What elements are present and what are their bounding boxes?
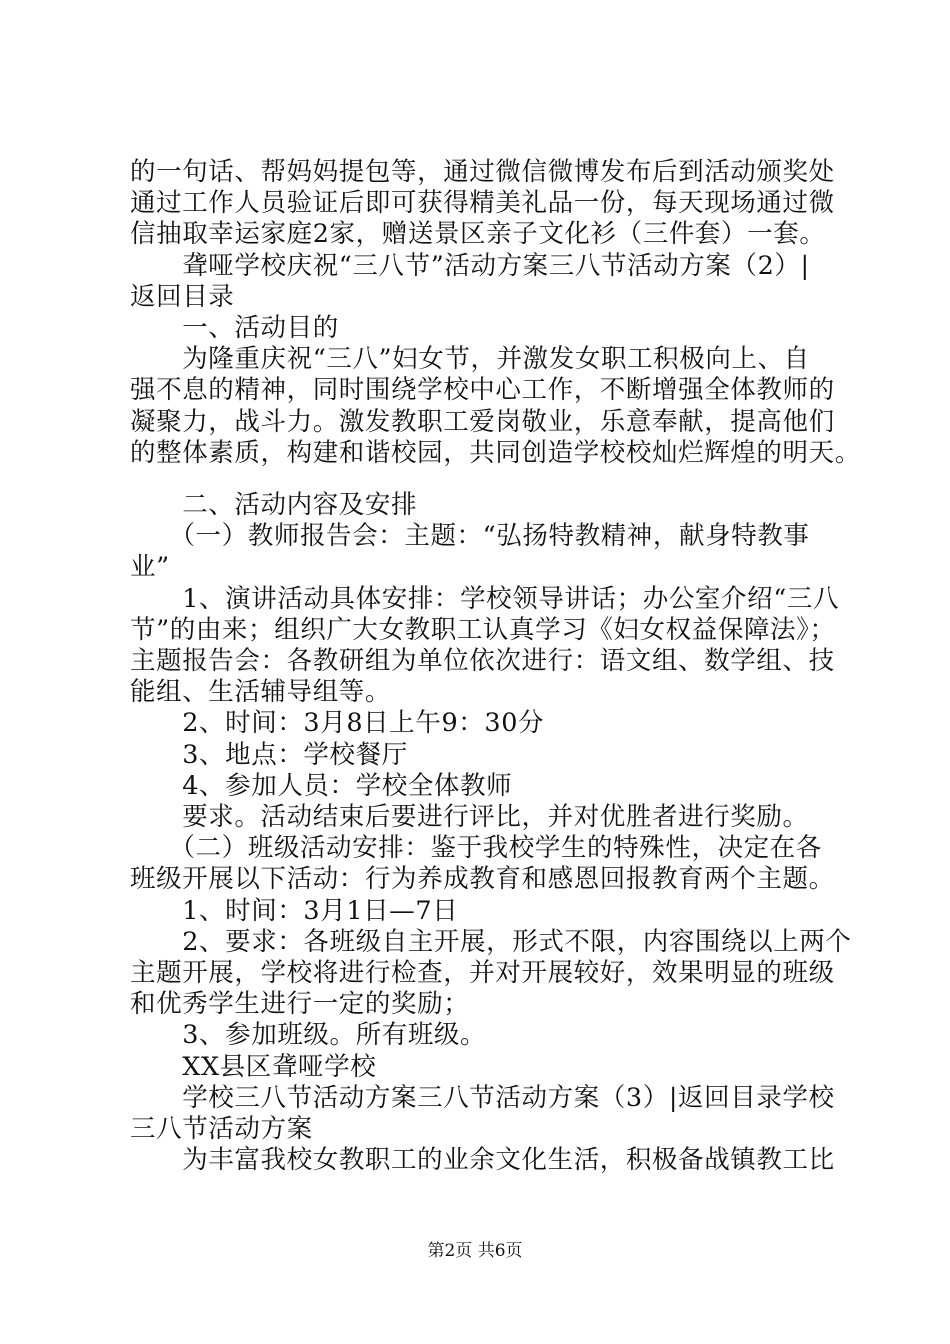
text-line: 信抽取幸运家庭2家，赠送景区亲子文化衫（三件套）一套。 — [130, 219, 826, 249]
text-line: 聋哑学校庆祝“三八节”活动方案三八节活动方案（2）| — [130, 251, 810, 281]
text-line: 主题开展，学校将进行检查，并对开展较好，效果明显的班级 — [130, 958, 835, 988]
text-line: 强不息的精神，同时围绕学校中心工作，不断增强全体教师的 — [130, 375, 835, 405]
text-line: 班级开展以下活动：行为养成教育和感恩回报教育两个主题。 — [130, 864, 835, 894]
text-line: 4、参加人员：学校全体教师 — [130, 771, 513, 801]
text-line: 1、演讲活动具体安排：学校领导讲话；办公室介绍“三八 — [130, 584, 840, 614]
text-line: 的整体素质，构建和谐校园，共同创造学校校灿烂辉煌的明天。 — [130, 438, 861, 468]
text-line: 3、参加班级。所有班级。 — [130, 1020, 487, 1050]
text-line: XX县区聋哑学校 — [130, 1052, 377, 1082]
text-line: 2、要求：各班级自主开展，形式不限，内容围绕以上两个 — [130, 927, 852, 957]
text-line: （一）教师报告会：主题：“弘扬特教精神，献身特教事 — [130, 521, 810, 551]
text-line: 一、活动目的 — [130, 313, 339, 343]
text-line: 2、时间：3月8日上午9：30分 — [130, 708, 545, 738]
page-footer: 第2页 共6页 — [427, 1241, 523, 1261]
text-line: 为丰富我校女教职工的业余文化生活，积极备战镇教工比 — [130, 1145, 835, 1175]
text-line: 的一句话、帮妈妈提包等，通过微信微博发布后到活动颁奖处 — [130, 157, 835, 187]
text-line: 二、活动内容及安排 — [130, 490, 418, 520]
text-line: 凝聚力，战斗力。激发教职工爱岗敬业，乐意奉献，提高他们 — [130, 407, 835, 437]
text-line: 三八节活动方案 — [130, 1114, 313, 1144]
text-line: 业” — [130, 552, 170, 582]
text-line: 返回目录 — [130, 282, 235, 312]
text-line: 3、地点：学校餐厅 — [130, 740, 408, 770]
text-line: 能组、生活辅导组等。 — [130, 677, 392, 707]
text-line: 为隆重庆祝“三八”妇女节，并激发女职工积极向上、自 — [130, 344, 810, 374]
text-line: 和优秀学生进行一定的奖励； — [130, 989, 470, 1019]
text-line: 通过工作人员验证后即可获得精美礼品一份，每天现场通过微 — [130, 188, 835, 218]
text-line: 1、时间：3月1日—7日 — [130, 896, 459, 926]
text-line: 节”的由来；组织广大女教职工认真学习《妇女权益保障法》； — [130, 615, 836, 645]
text-line: 要求。活动结束后要进行评比，并对优胜者进行奖励。 — [130, 802, 809, 832]
text-line: 学校三八节活动方案三八节活动方案（3）|返回目录学校 — [130, 1083, 835, 1113]
text-line: 主题报告会：各教研组为单位依次进行：语文组、数学组、技 — [130, 646, 835, 676]
text-line: （二）班级活动安排：鉴于我校学生的特殊性，决定在各 — [130, 833, 822, 863]
